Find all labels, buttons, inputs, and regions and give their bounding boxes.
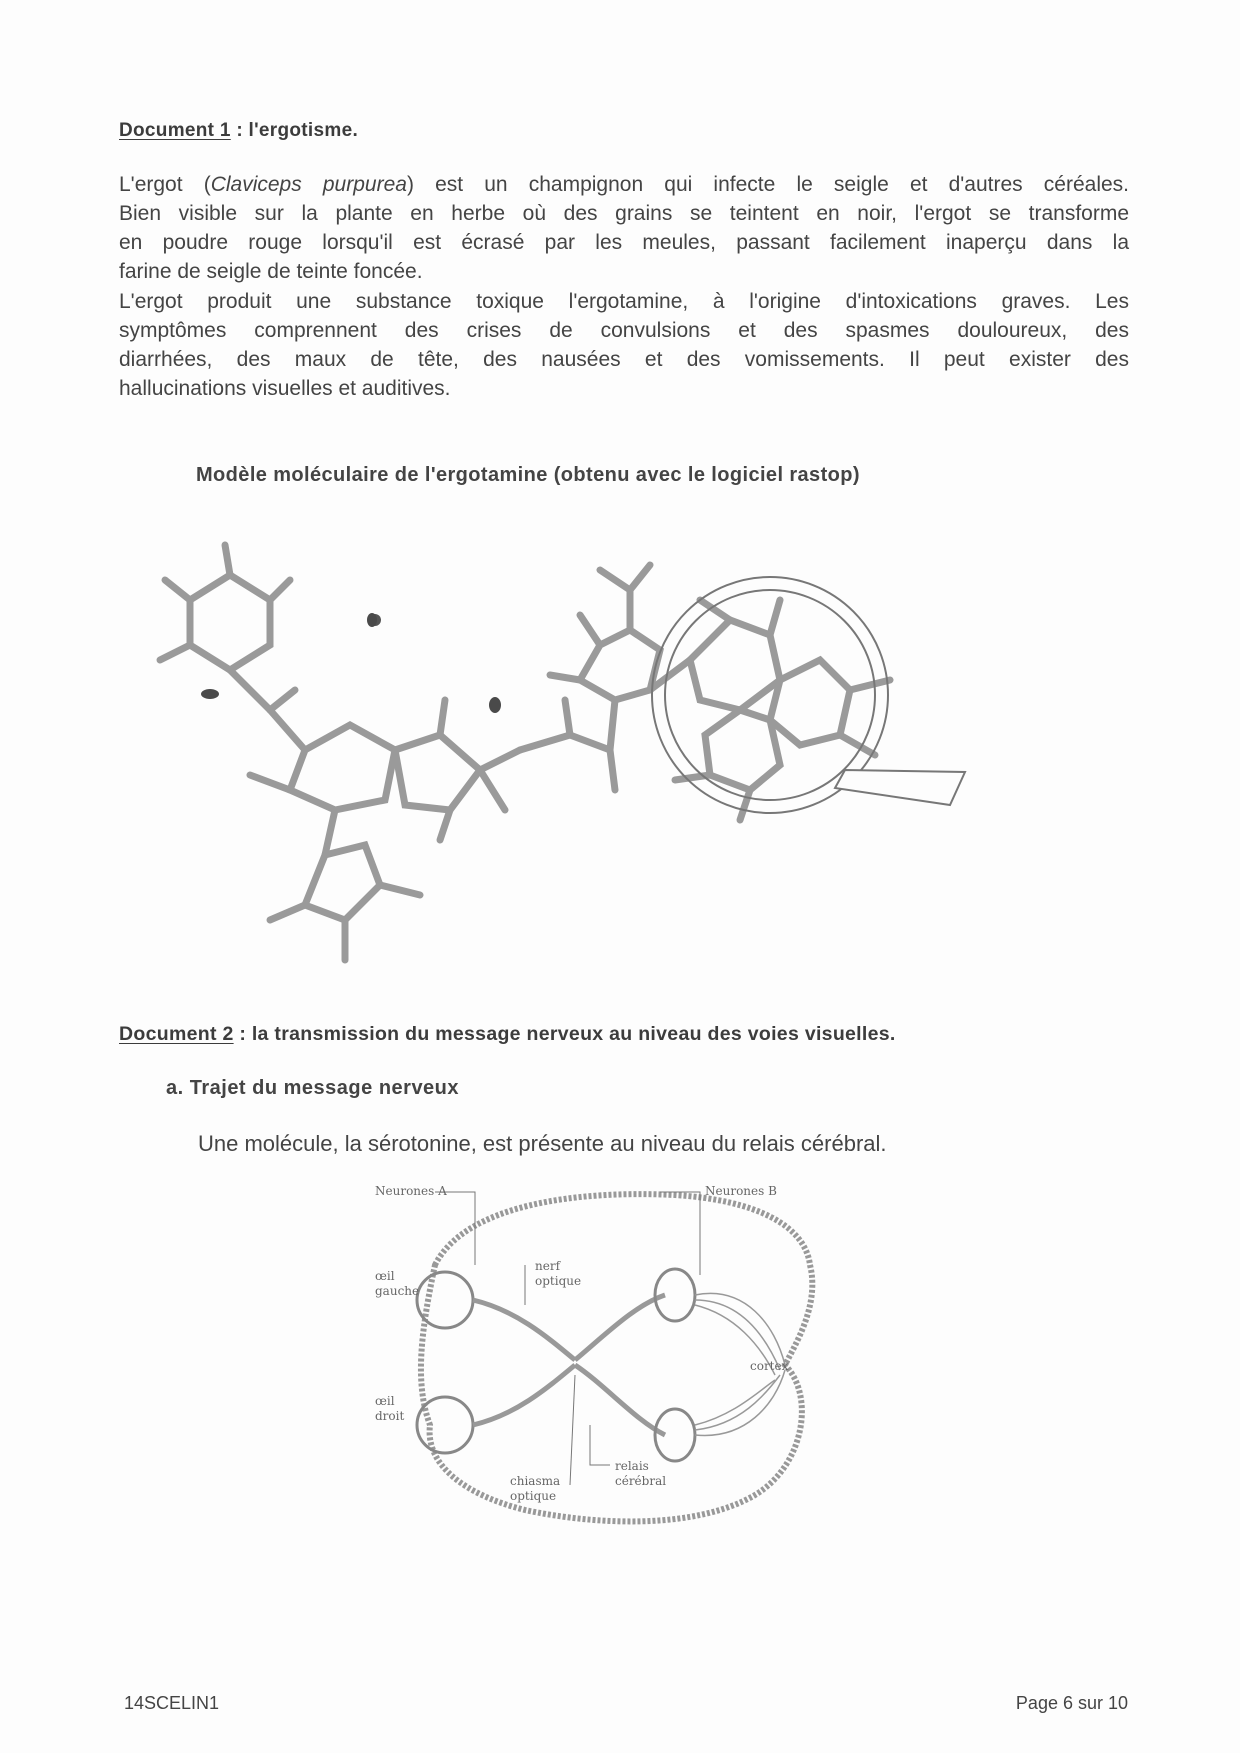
label-neurones-b: Neurones B (705, 1185, 777, 1198)
label-neurones-a: Neurones A (375, 1185, 447, 1198)
visual-pathway-diagram (375, 1185, 875, 1530)
optic-nerves (473, 1295, 665, 1435)
document-2-label: Document 2 (119, 1023, 234, 1045)
label-nerf-1: nerf (535, 1259, 561, 1273)
document-1-heading (119, 120, 358, 142)
label-chiasma-2: optique (510, 1489, 557, 1503)
label-nerf-2: optique (535, 1274, 582, 1288)
label-cortex: cortex (750, 1359, 789, 1373)
page-number: Page 6 sur 10 (1015, 1693, 1128, 1713)
paragraph-line: L'ergot (Claviceps purpurea) est un champignon qui infecte le seigle et d'autres céréales. (119, 173, 1129, 196)
paragraph-line: en poudre rouge lorsqu'il est écrasé par les meules, passant facilement inaperçu dans la (119, 231, 1129, 254)
document-1-label: Document 1 (119, 120, 231, 141)
paragraph-line: Bien visible sur la plante en herbe où des grains se teintent en noir, l'ergot se transforme (119, 202, 1129, 225)
serotonin-intro-text: Une molécule, la sérotonine, est présente au niveau du relais cérébral. (198, 1131, 887, 1156)
paragraph-line: farine de seigle de teinte foncée. (119, 260, 423, 283)
label-chiasma-1: chiasma (510, 1474, 561, 1488)
right-eye (417, 1397, 473, 1453)
document-2-heading (119, 1023, 896, 1046)
label-relais-2: cérébral (615, 1474, 667, 1488)
label-oeil-gauche-2: gauche (375, 1284, 420, 1298)
document-code: 14SCELIN1 (124, 1693, 220, 1713)
species-name: Claviceps purpurea (210, 173, 407, 196)
paragraph-line: hallucinations visuelles et auditives. (119, 377, 451, 400)
ergot-description-paragraph (119, 170, 1129, 286)
document-2-title: : la transmission du message nerveux au niveau des voies visuelles. (233, 1023, 896, 1045)
paragraph-line: L'ergot produit une substance toxique l'ergotamine, à l'origine d'intoxications graves. Les (119, 290, 1129, 313)
document-1-title: : l'ergotisme. (230, 120, 359, 141)
paragraph-line: diarrhées, des maux de tête, des nausées et des vomissements. Il peut exister des (119, 348, 1129, 371)
molecule-figure-caption: Modèle moléculaire de l'ergotamine (obtenu avec le logiciel rastop) (196, 464, 860, 486)
label-relais-1: relais (615, 1459, 649, 1473)
paragraph-line: symptômes comprennent des crises de convulsions et des spasmes douloureux, des (119, 319, 1129, 342)
label-oeil-gauche-1: œil (375, 1269, 395, 1283)
ergotamine-molecule-illustration (130, 520, 1110, 980)
nerve-message-subheading: a. Trajet du message nerveux (166, 1077, 460, 1099)
label-oeil-droit-1: œil (375, 1394, 395, 1408)
ergotamine-symptoms-paragraph (119, 287, 1129, 403)
label-oeil-droit-2: droit (375, 1409, 405, 1423)
